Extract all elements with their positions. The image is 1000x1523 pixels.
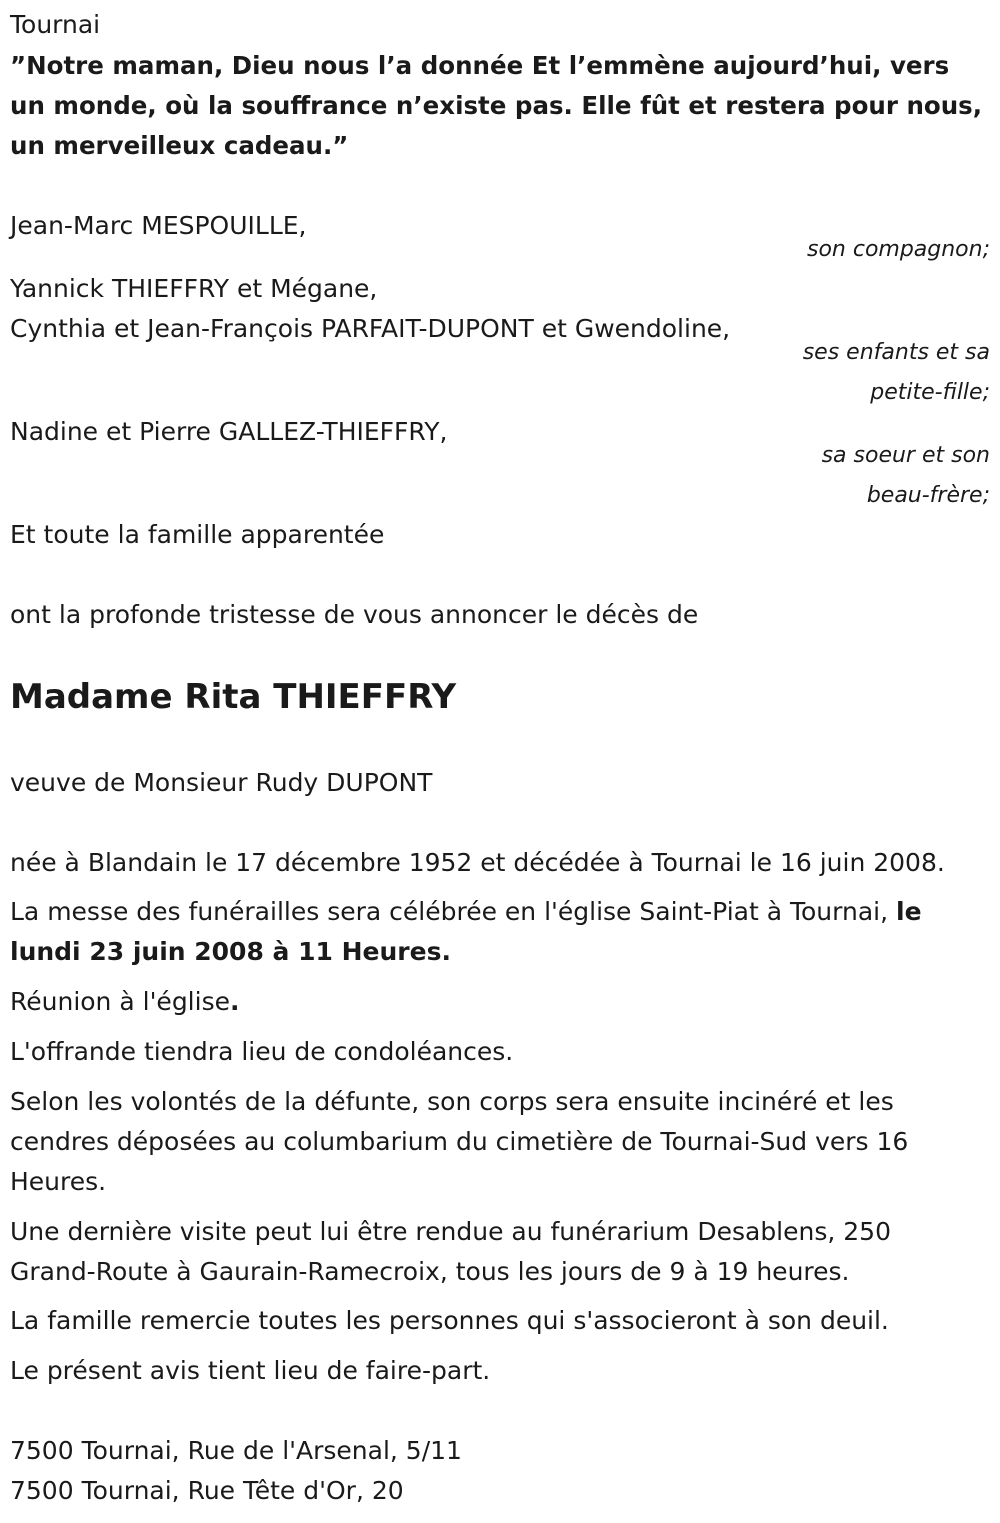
children-relation-line1: ses enfants et sa	[802, 340, 990, 365]
companion-relation: son compagnon;	[806, 237, 990, 262]
address-line: 7500 Tournai, Rue de l'Arsenal, 5/11	[10, 1436, 462, 1465]
city-header: Tournai	[10, 10, 101, 39]
birth-death-dates: née à Blandain le 17 décembre 1952 et décédée à Tournai le 16 juin 2008.	[10, 848, 945, 877]
memorial-quote: ”Notre maman, Dieu nous l’a donnée Et l’emmène aujourd’hui, vers un monde, où la souffrance n’existe pas. Elle fût et restera pour nous, un merveilleux cadeau.”	[10, 51, 983, 160]
meeting-dot: .	[229, 987, 240, 1016]
cremation-paragraph: Selon les volontés de la défunte, son corps sera ensuite incinéré et les cendres déposées au columbarium du cimetière de Tournai-Sud vers 16 Heures.	[10, 1087, 909, 1196]
children-relation-line2: petite-fille;	[870, 380, 990, 405]
visit-paragraph: Une dernière visite peut lui être rendue au funérarium Desablens, 250 Grand-Route à Gaurain-Ramecroix, tous les jours de 9 à 19 heures.	[10, 1217, 891, 1286]
address-line: 7500 Tournai, Rue Tête d'Or, 20	[10, 1476, 404, 1505]
sister-relation-line2: beau-frère;	[866, 483, 990, 508]
extended-family: Et toute la famille apparentée	[10, 520, 385, 549]
offering-note: L'offrande tiendra lieu de condoléances.	[10, 1037, 514, 1066]
thanks-note: La famille remercie toutes les personnes qui s'associeront à son deuil.	[10, 1306, 889, 1335]
sister-name: Nadine et Pierre GALLEZ-THIEFFRY,	[10, 417, 448, 446]
child-1-name: Yannick THIEFFRY et Mégane,	[10, 274, 378, 303]
funeral-mass-paragraph	[10, 892, 980, 972]
sister-relation-line1: sa soeur et son	[821, 443, 990, 468]
funeral-mass-text: La messe des funérailles sera célébrée en l'église Saint-Piat à Tournai,	[10, 897, 896, 926]
meeting-paragraph	[10, 982, 239, 1022]
announcement: ont la profonde tristesse de vous annoncer le décès de	[10, 600, 699, 629]
child-2-name: Cynthia et Jean-François PARFAIT-DUPONT et Gwendoline,	[10, 314, 731, 343]
meeting-text: Réunion à l'église	[10, 987, 230, 1016]
deceased-name: Madame Rita THIEFFRY	[10, 677, 457, 717]
widow-of: veuve de Monsieur Rudy DUPONT	[10, 768, 433, 797]
notice-note: Le présent avis tient lieu de faire-part.	[10, 1356, 491, 1385]
funeral-mass-date: le lundi 23 juin 2008 à 11 Heures.	[10, 897, 922, 966]
companion-name: Jean-Marc MESPOUILLE,	[10, 211, 307, 240]
